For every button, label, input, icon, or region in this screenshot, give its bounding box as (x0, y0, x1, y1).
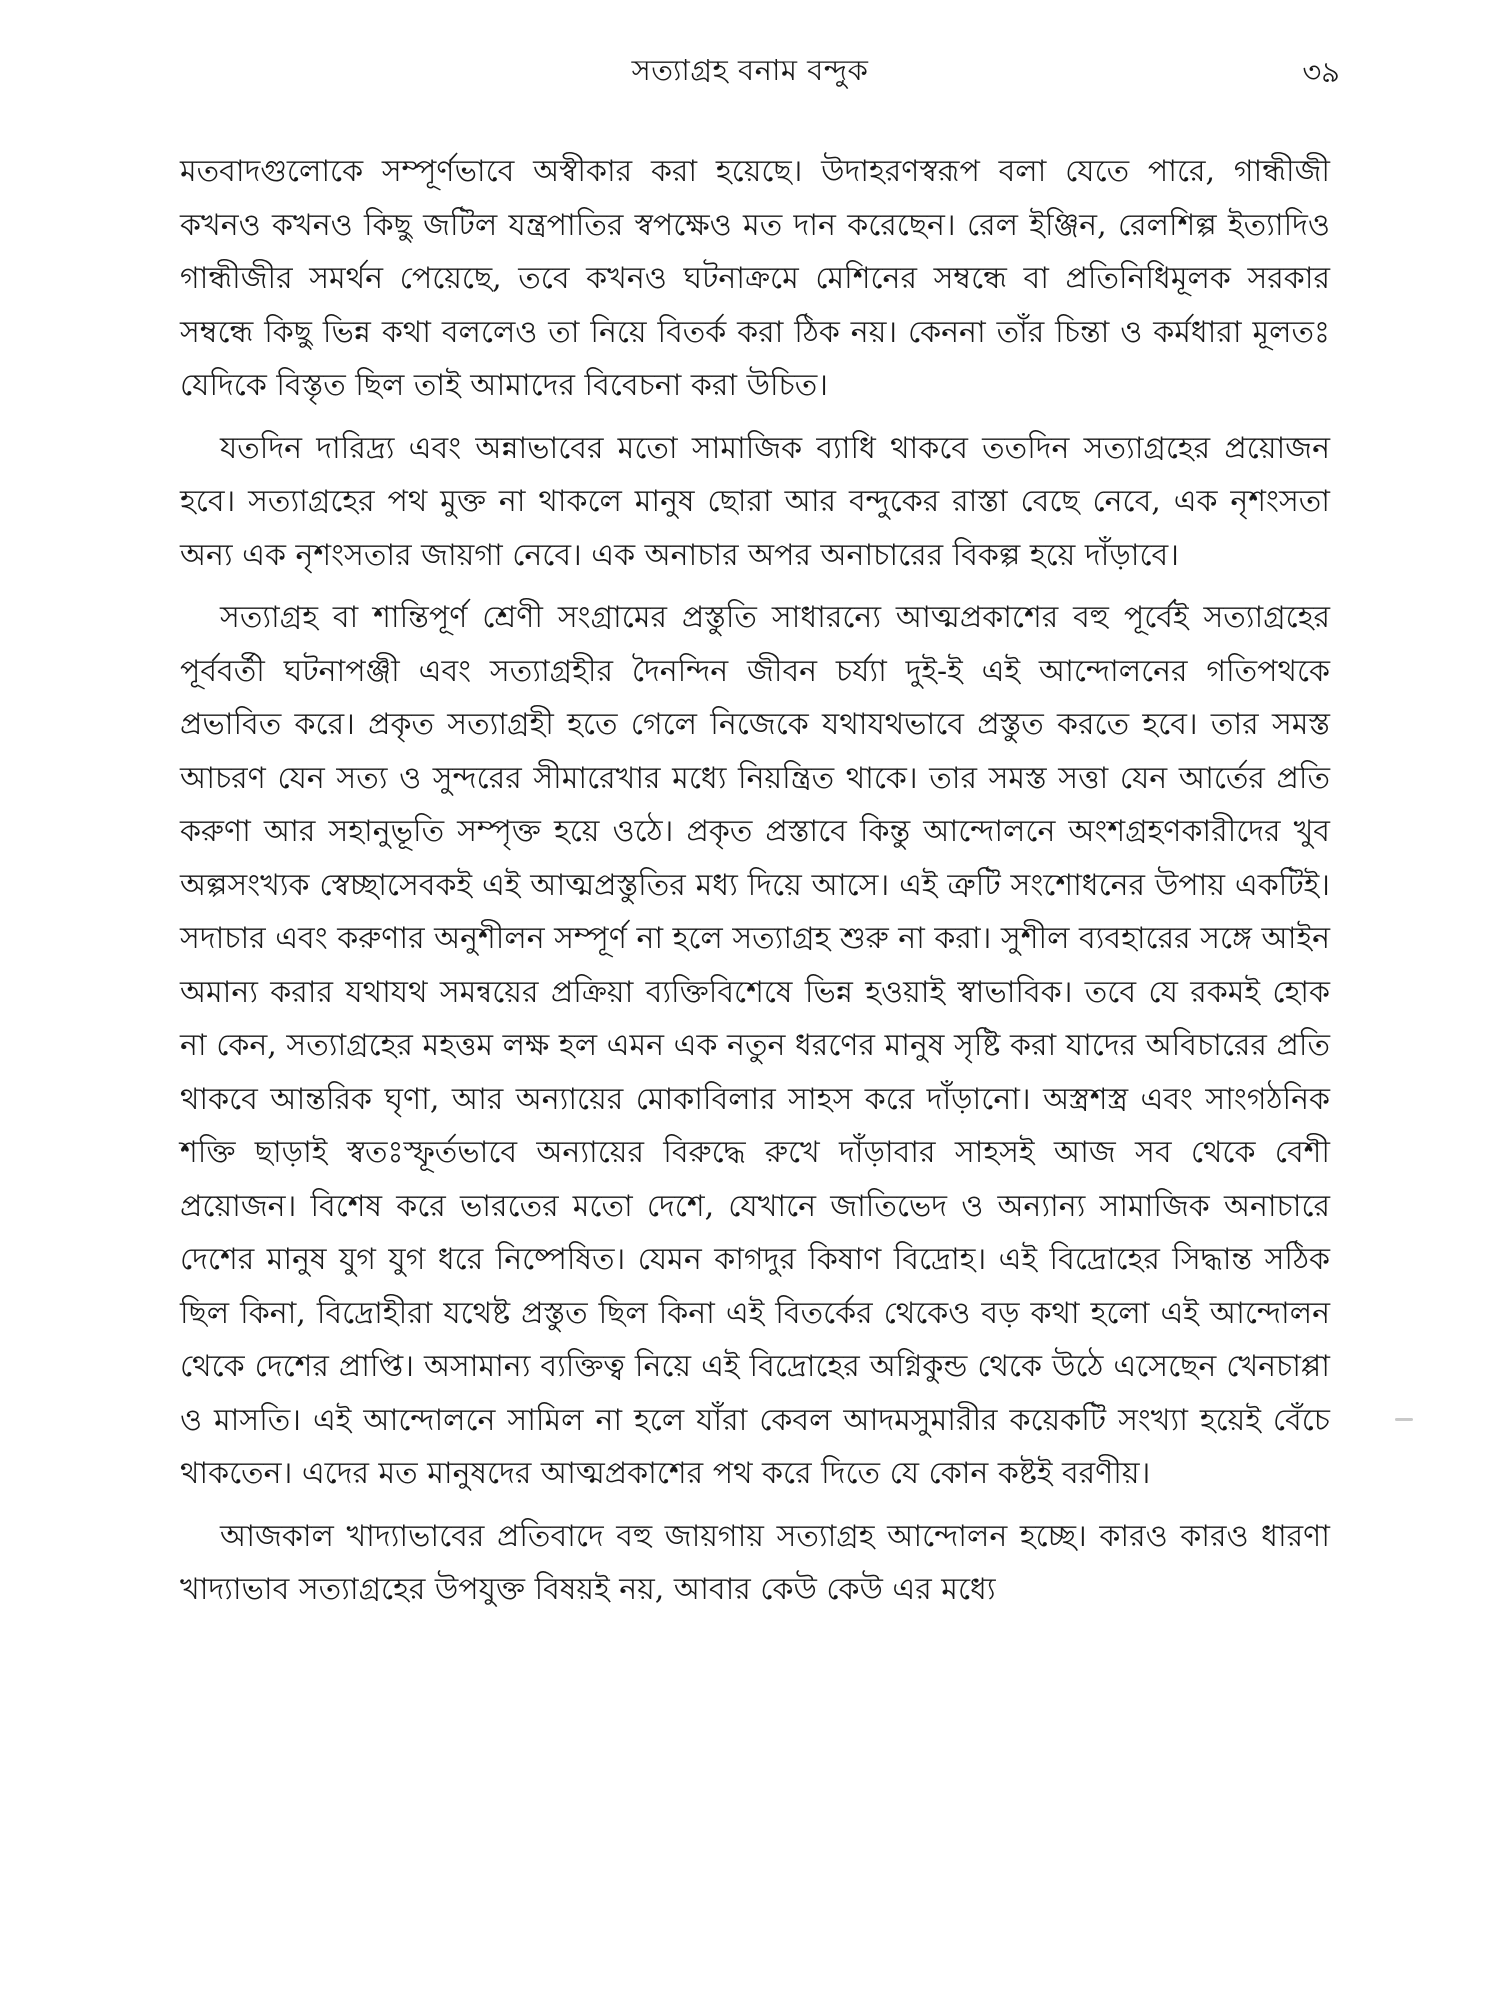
paragraph-3: সত্যাগ্রহ বা শান্তিপূর্ণ শ্রেণী সংগ্রামের প্রস্তুতি সাধারন্যে আত্মপ্রকাশের বহু পূর্বেই সত্যাগ্রহের পূর্ববর্তী ঘটনাপঞ্জী এবং সত্যাগ্রহীর দৈনন্দিন জীবন চর্য্যা দুই-ই এই আন্দোলনের গতিপথকে প্রভাবিত করে। প্রকৃত সত্যাগ্রহী হতে গেলে নিজেকে যথাযথভাবে প্রস্তুত করতে হবে। তার সমস্ত আচরণ যেন সত্য ও সুন্দরের সীমারেখার মধ্যে নিয়ন্ত্রিত থাকে। তার সমস্ত সত্তা যেন আর্তের প্রতি করুণা আর সহানুভূতি সম্পৃক্ত হয়ে ওঠে। প্রকৃত প্রস্তাবে কিন্তু আন্দোলনে অংশগ্রহণকারীদের খুব অল্পসংখ্যক স্বেচ্ছাসেবকই এই আত্মপ্রস্তুতির মধ্য দিয়ে আসে। এই ত্রুটি সংশোধনের উপায় একটিই। সদাচার এবং করুণার অনুশীলন সম্পূর্ণ না হলে সত্যাগ্রহ শুরু না করা। সুশীল ব্যবহারের সঙ্গে আইন অমান্য করার যথাযথ সমন্বয়ের প্রক্রিয়া ব্যক্তিবিশেষে ভিন্ন হওয়াই স্বাভাবিক। তবে যে রকমই হোক না কেন, সত্যাগ্রহের মহত্তম লক্ষ হল এমন এক নতুন ধরণের মানুষ সৃষ্টি করা যাদের অবিচারের প্রতি থাকবে আন্তরিক ঘৃণা, আর অন্যায়ের মোকাবিলার সাহস করে দাঁড়ানো। অস্ত্রশস্ত্র এবং সাংগঠনিক শক্তি ছাড়াই স্বতঃস্ফূর্তভাবে অন্যায়ের বিরুদ্ধে রুখে দাঁড়াবার সাহসই আজ সব থেকে বেশী প্রয়োজন। বিশেষ করে ভারতের মতো দেশে, যেখানে জাতিভেদ ও অন্যান্য সামাজিক অনাচারে দেশের মানুষ যুগ যুগ ধরে নিষ্পেষিত। যেমন কাগদুর কিষাণ বিদ্রোহ। এই বিদ্রোহের সিদ্ধান্ত সঠিক ছিল কিনা, বিদ্রোহীরা যথেষ্ট প্রস্তুত ছিল কিনা এই বিতর্কের থেকেও বড় কথা হলো এই আন্দোলন থেকে দেশের প্রাপ্তি। অসামান্য ব্যক্তিত্ব নিয়ে এই বিদ্রোহের অগ্নিকুন্ড থেকে উঠে এসেছেন খেনচাপ্পা ও মাসতি। এই আন্দোলনে সামিল না হলে যাঁরা কেবল আদমসুমারীর কয়েকটি সংখ্যা হয়েই বেঁচে থাকতেন। এদের মত মানুষদের আত্মপ্রকাশের পথ করে দিতে যে কোন কষ্টই বরণীয়। (180, 600, 1330, 1491)
page-number: ৩৯ (1302, 55, 1340, 89)
paragraph-4: আজকাল খাদ্যাভাবের প্রতিবাদে বহু জায়গায় সত্যাগ্রহ আন্দোলন হচ্ছে। কারও কারও ধারণা খাদ্যাভাব সত্যাগ্রহের উপযুক্ত বিষয়ই নয়, আবার কেউ কেউ এর মধ্যে (180, 1518, 1330, 1607)
running-title: সত্যাগ্রহ বনাম বন্দুক (631, 53, 869, 87)
scan-speck (1395, 1418, 1413, 1421)
paragraph-2: যতদিন দারিদ্র্য এবং অন্নাভাবের মতো সামাজিক ব্যাধি থাকবে ততদিন সত্যাগ্রহের প্রয়োজন হবে। সত্যাগ্রহের পথ মুক্ত না থাকলে মানুষ ছোরা আর বন্দুকের রাস্তা বেছে নেবে, এক নৃশংসতা অন্য এক নৃশংসতার জায়গা নেবে। এক অনাচার অপর অনাচারের বিকল্প হয়ে দাঁড়াবে। (180, 430, 1330, 573)
paragraph-1: মতবাদগুলোকে সম্পূর্ণভাবে অস্বীকার করা হয়েছে। উদাহরণস্বরূপ বলা যেতে পারে, গান্ধীজী কখনও কখনও কিছু জটিল যন্ত্রপাতির স্বপক্ষেও মত দান করেছেন। রেল ইঞ্জিন, রেলশিল্প ইত্যাদিও গান্ধীজীর সমর্থন পেয়েছে, তবে কখনও ঘটনাক্রমে মেশিনের সম্বন্ধে বা প্রতিনিধিমূলক সরকার সম্বন্ধে কিছু ভিন্ন কথা বললেও তা নিয়ে বিতর্ক করা ঠিক নয়। কেননা তাঁর চিন্তা ও কর্মধারা মূলতঃ যেদিকে বিস্তৃত ছিল তাই আমাদের বিবেচনা করা উচিত। (180, 154, 1330, 403)
body-text (180, 145, 1330, 1626)
